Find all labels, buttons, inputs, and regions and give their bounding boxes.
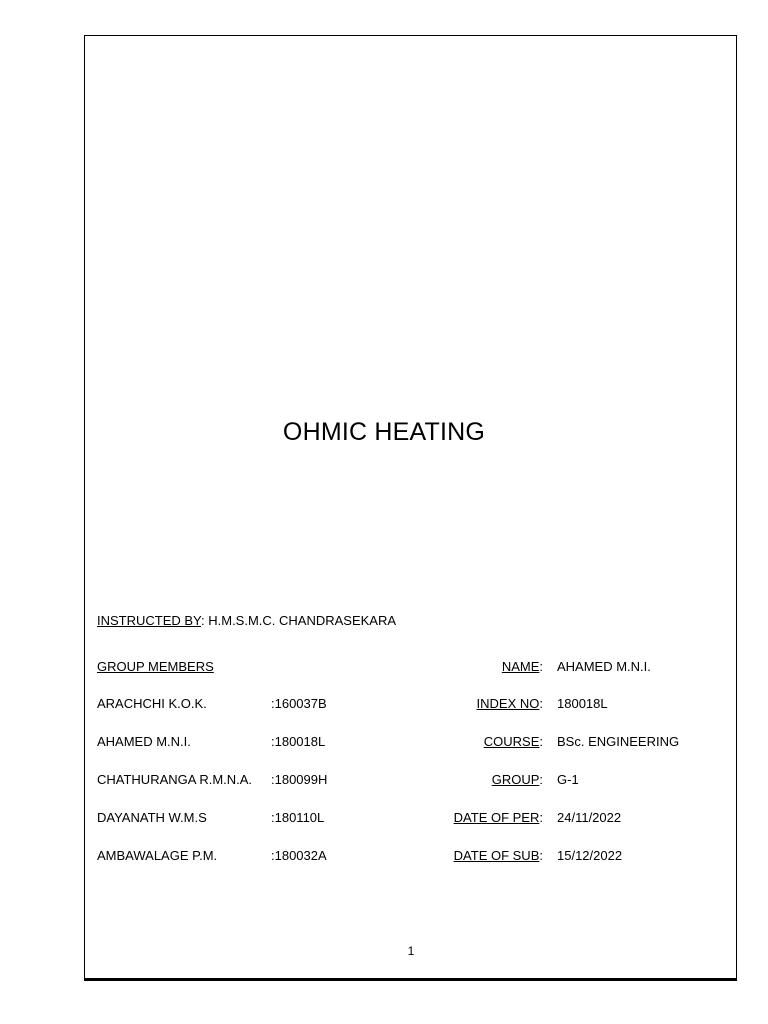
- member-index: :180099H: [271, 772, 328, 787]
- detail-label-date-of-sub: DATE OF SUB:: [453, 848, 543, 863]
- detail-value-course: BSc. ENGINEERING: [557, 734, 680, 749]
- detail-label-date-of-per: DATE OF PER:: [453, 810, 543, 825]
- document-title: OHMIC HEATING: [282, 418, 486, 446]
- detail-label-course: COURSE:: [483, 734, 543, 749]
- detail-label-name: NAME:: [501, 659, 543, 674]
- detail-label-group: GROUP:: [491, 772, 543, 787]
- detail-value-index-no: 180018L: [557, 696, 608, 711]
- page-number: 1: [407, 944, 415, 958]
- instructed-by-label: INSTRUCTED BY: [97, 613, 202, 628]
- instructed-by-value: : H.M.S.M.C. CHANDRASEKARA: [201, 613, 397, 628]
- member-index: :180032A: [271, 848, 327, 863]
- member-index: :180110L: [271, 810, 325, 825]
- member-index: :160037B: [271, 696, 327, 711]
- detail-label-index-no: INDEX NO:: [476, 696, 543, 711]
- member-name: DAYANATH W.M.S: [97, 810, 207, 825]
- instructed-by: [97, 613, 396, 629]
- detail-value-name: AHAMED M.N.I.: [557, 659, 651, 674]
- member-name: ARACHCHI K.O.K.: [97, 696, 207, 711]
- detail-value-date-of-per: 24/11/2022: [557, 810, 622, 825]
- group-members-heading: GROUP MEMBERS: [97, 659, 214, 674]
- member-index: :180018L: [271, 734, 326, 749]
- detail-value-date-of-sub: 15/12/2022: [557, 848, 623, 863]
- member-name: AHAMED M.N.I.: [97, 734, 191, 749]
- member-name: CHATHURANGA R.M.N.A.: [97, 772, 253, 787]
- detail-value-group: G-1: [557, 772, 579, 787]
- page-border: [84, 35, 737, 979]
- member-name: AMBAWALAGE P.M.: [97, 848, 218, 863]
